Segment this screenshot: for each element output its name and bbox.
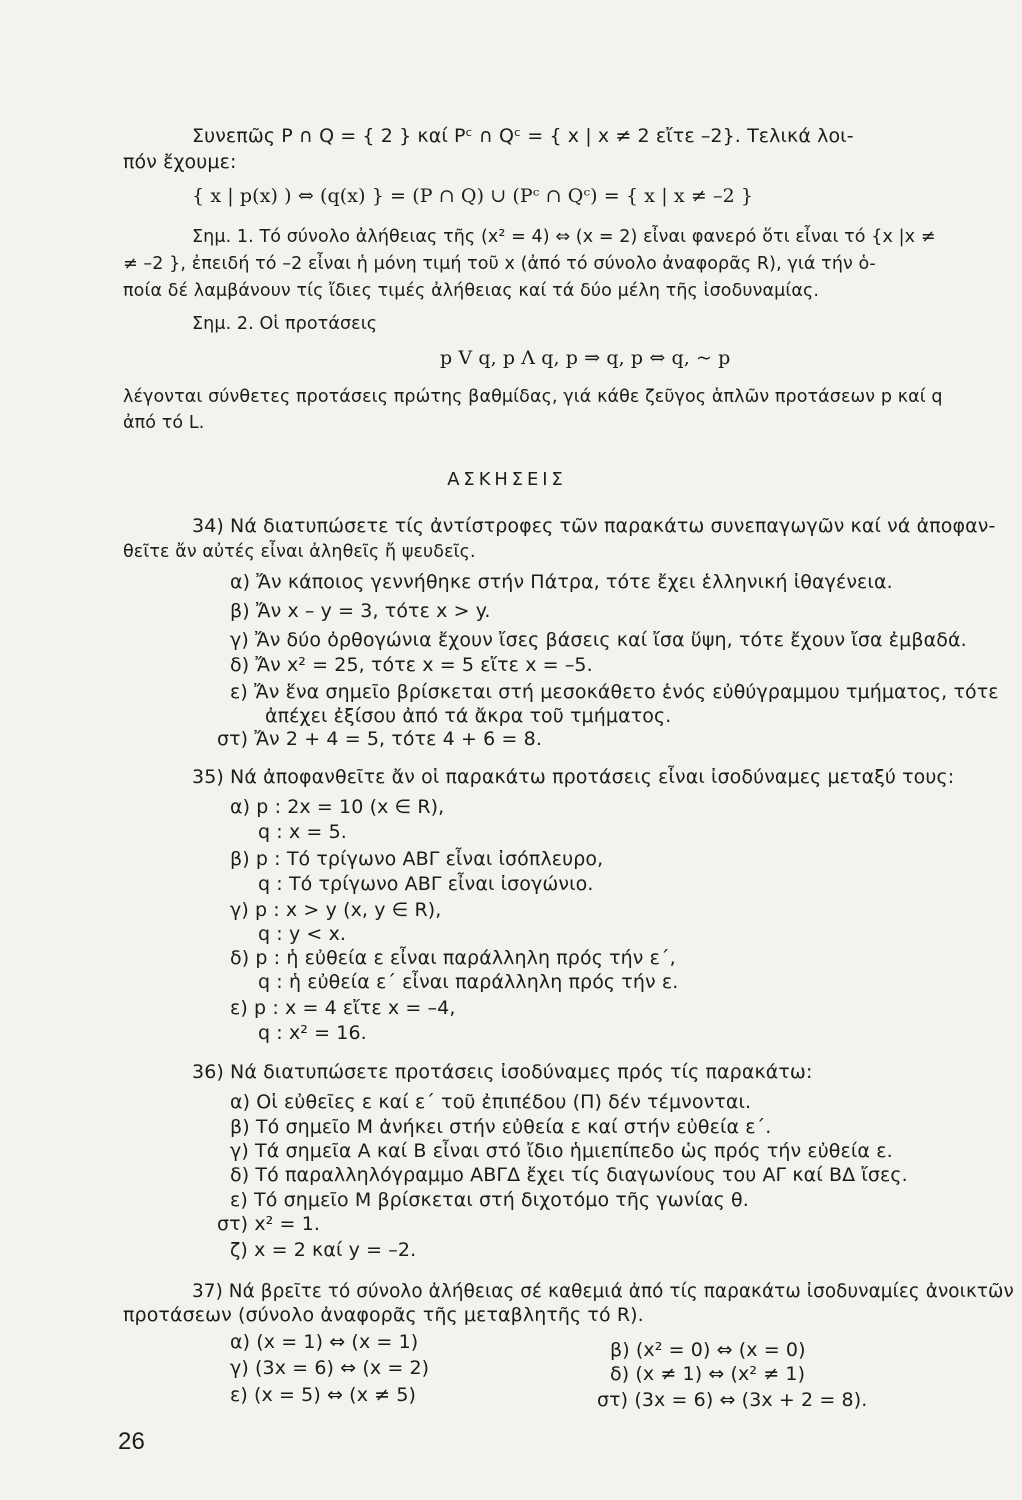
ex34-item-st: στ) Ἄν 2 + 4 = 5, τότε 4 + 6 = 8. [217, 728, 542, 750]
ex34-line-2: θεῖτε ἄν αὐτές εἶναι ἀληθεῖς ἤ ψευδεῖς. [123, 542, 476, 562]
ex36-item-a: α) Οἱ εὐθεῖες ε καί ε΄ τοῦ ἐπιπέδου (Π) δέν τέμνονται. [230, 1091, 752, 1113]
ex35-item-e-q: q : x² = 16. [258, 1022, 367, 1044]
ex35-item-a-q: q : x = 5. [258, 821, 347, 843]
ex35-item-d-q: q : ἡ εὐθεία ε΄ εἶναι παράλληλη πρός τήν ε. [258, 971, 679, 993]
ex35-item-b-p: β) p : Τό τρίγωνο ΑΒΓ εἶναι ἰσόπλευρο, [230, 848, 604, 870]
ex34-item-a: α) Ἄν κάποιος γεννήθηκε στήν Πάτρα, τότε ἔχει ἑλληνική ἰθαγένεια. [230, 571, 893, 593]
note1-line-2: ≠ –2 }, ἐπειδή τό –2 εἶναι ἡ μόνη τιμή τοῦ x (ἀπό τό σύνολο ἀναφορᾶς R), γιά τήν ὁ- [123, 254, 876, 274]
ex37-item-a: α) (x = 1) ⇔ (x = 1) [230, 1331, 419, 1353]
note1-line-3: ποία δέ λαμβάνουν τίς ἴδιες τιμές ἀλήθειας καί τά δύο μέλη τῆς ἰσοδυναμίας. [123, 281, 820, 301]
ex34-item-d: δ) Ἄν x² = 25, τότε x = 5 εἴτε x = –5. [230, 654, 593, 676]
ex36-item-d: δ) Τό παραλληλόγραμμο ΑΒΓΔ ἔχει τίς διαγωνίους του ΑΓ καί ΒΔ ἴσες. [230, 1164, 908, 1186]
ex34-item-b: β) Ἄν x – y = 3, τότε x > y. [230, 600, 491, 622]
ex35-line-1: 35) Νά ἀποφανθεῖτε ἄν οἱ παρακάτω προτάσεις εἶναι ἰσοδύναμες μεταξύ τους: [192, 766, 955, 788]
ex36-item-st: στ) x² = 1. [217, 1213, 321, 1235]
note2-line-1: Σημ. 2. Οἱ προτάσεις [192, 314, 378, 334]
ex34-item-e-line-1: ε) Ἄν ἕνα σημεῖο βρίσκεται στή μεσοκάθετο ἑνός εὐθύγραμμου τμήματος, τότε [230, 681, 999, 703]
intro-line-1: Συνεπῶς P ∩ Q = { 2 } καί Pᶜ ∩ Qᶜ = { x | x ≠ 2 εἴτε –2}. Τελικά λοι- [192, 125, 854, 147]
page-number: 26 [118, 1428, 145, 1455]
ex37-item-e: ε) (x = 5) ⇔ (x ≠ 5) [230, 1384, 417, 1406]
ex37-item-b: β) (x² = 0) ⇔ (x = 0) [610, 1339, 806, 1361]
ex35-item-c-p: γ) p : x > y (x, y ∈ R), [230, 899, 442, 921]
ex37-item-c: γ) (3x = 6) ⇔ (x = 2) [230, 1357, 430, 1379]
ex36-item-b: β) Τό σημεῖο M ἀνήκει στήν εὐθεία ε καί στήν εὐθεία ε΄. [230, 1116, 772, 1138]
ex35-item-e-p: ε) p : x = 4 εἴτε x = –4, [230, 997, 456, 1019]
intro-line-2: πόν ἔχουμε: [123, 151, 237, 173]
ex35-item-d-p: δ) p : ἡ εὐθεία ε εἶναι παράλληλη πρός τήν ε΄, [230, 947, 676, 969]
ex35-item-b-q: q : Τό τρίγωνο ΑΒΓ εἶναι ἰσογώνιο. [258, 873, 594, 895]
ex34-item-c: γ) Ἄν δύο ὀρθογώνια ἔχουν ἴσες βάσεις καί ἴσα ὕψη, τότε ἔχουν ἴσα ἐμβαδά. [230, 629, 967, 651]
note2-line-3: ἀπό τό L. [123, 413, 205, 433]
ex36-line-1: 36) Νά διατυπώσετε προτάσεις ἰσοδύναμες πρός τίς παρακάτω: [192, 1061, 813, 1083]
ex34-line-1: 34) Νά διατυπώσετε τίς ἀντίστροφες τῶν παρακάτω συνεπαγωγῶν καί νά ἀποφαν- [192, 515, 996, 537]
ex36-item-z: ζ) x = 2 καί y = –2. [230, 1239, 417, 1261]
ex35-item-a-p: α) p : 2x = 10 (x ∈ R), [230, 796, 445, 818]
ex37-line-1: 37) Νά βρεῖτε τό σύνολο ἀλήθειας σέ καθεμιά ἀπό τίς παρακάτω ἰσοδυναμίες ἀνοικτῶν [192, 1280, 1014, 1302]
exercises-heading: ΑΣΚΗΣΕΙΣ [447, 469, 567, 490]
note2-formula: p V q, p Λ q, p ⇒ q, p ⇔ q, ~ p [440, 347, 731, 369]
ex34-item-e-line-2: ἀπέχει ἐξίσου ἀπό τά ἄκρα τοῦ τμήματος. [265, 705, 672, 727]
ex37-item-st: στ) (3x = 6) ⇔ (3x + 2 = 8). [597, 1389, 868, 1411]
ex35-item-c-q: q : y < x. [258, 923, 347, 945]
intro-formula: { x | p(x) ) ⇔ (q(x) } = (P ∩ Q) ∪ (Pᶜ ∩ Qᶜ) = { x | x ≠ –2 } [192, 185, 754, 207]
ex37-line-2: προτάσεων (σύνολο ἀναφορᾶς τῆς μεταβλητῆς τό R). [123, 1304, 644, 1326]
note1-line-1: Σημ. 1. Τό σύνολο ἀλήθειας τῆς (x² = 4) ⇔ (x = 2) εἶναι φανερό ὅτι εἶναι τό {x |x ≠ [192, 227, 936, 247]
ex36-item-e: ε) Τό σημεῖο M βρίσκεται στή διχοτόμο τῆς γωνίας θ. [230, 1189, 749, 1211]
ex36-item-c: γ) Τά σημεῖα Α καί Β εἶναι στό ἴδιο ἡμιεπίπεδο ὡς πρός τήν εὐθεία ε. [230, 1140, 893, 1162]
ex37-item-d: δ) (x ≠ 1) ⇔ (x² ≠ 1) [610, 1363, 806, 1385]
note2-line-2: λέγονται σύνθετες προτάσεις πρώτης βαθμίδας, γιά κάθε ζεῦγος ἁπλῶν προτάσεων p καί q [123, 387, 943, 407]
